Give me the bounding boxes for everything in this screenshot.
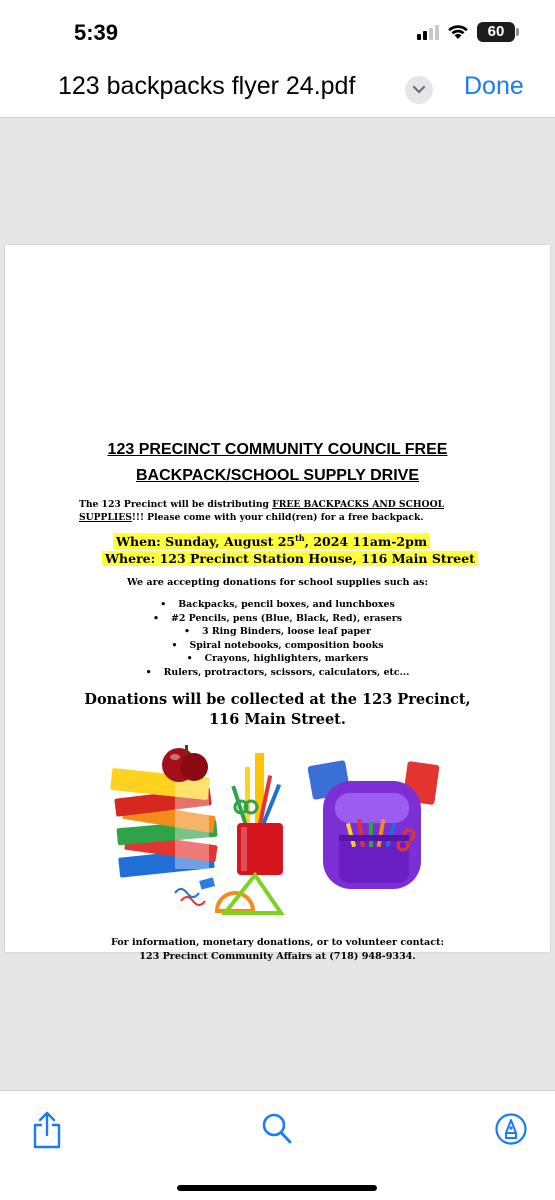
intro-emphasis: FREE BACKPACKS AND SCHOOL SUPPLIES <box>79 499 445 523</box>
accepting-text: We are accepting donations for school supplies such as: <box>127 577 428 588</box>
list-item: • Rulers, protractors, scissors, calculators, etc... <box>5 666 550 680</box>
nav-bar <box>0 64 555 118</box>
search-button[interactable] <box>260 1111 294 1149</box>
list-item: • 3 Ring Binders, loose leaf paper <box>5 625 550 639</box>
supply-list <box>5 598 550 680</box>
school-supplies-illustration <box>105 745 290 920</box>
list-item: • Backpacks, pencil boxes, and lunchboxes <box>5 598 550 612</box>
markup-icon <box>494 1112 528 1146</box>
where-line: Where: 123 Precinct Station House, 116 Main Street <box>102 551 478 566</box>
list-item: • Crayons, highlighters, markers <box>5 652 550 666</box>
battery-level: 60 <box>487 23 505 40</box>
intro-paragraph <box>79 498 479 524</box>
ruler-and-protractor <box>175 875 281 913</box>
flyer-title-line-2: BACKPACK/SCHOOL SUPPLY DRIVE <box>135 467 419 484</box>
home-indicator[interactable] <box>177 1185 377 1191</box>
document-title[interactable]: 123 backpacks flyer 24.pdf <box>58 72 356 100</box>
status-time: 5:39 <box>74 20 119 45</box>
contact-line-1: For information, monetary donations, or to volunteer contact: <box>110 937 445 948</box>
when-label: When: Sunday, August 25 <box>116 534 296 550</box>
pdf-viewer[interactable] <box>0 118 555 1090</box>
wifi-icon <box>447 24 469 40</box>
backpack-illustration <box>305 753 445 893</box>
battery-icon <box>477 22 515 42</box>
markup-button[interactable] <box>494 1111 528 1149</box>
search-icon <box>261 1112 293 1146</box>
list-item: • #2 Pencils, pens (Blue, Black, Red), erasers <box>5 612 550 626</box>
intro-prefix: The 123 Precinct will be distributing <box>79 499 273 510</box>
bottom-toolbar <box>0 1090 555 1200</box>
collected-line-1: Donations will be collected at the 123 Precinct, <box>84 691 471 708</box>
status-icons <box>417 22 515 42</box>
cellular-signal-icon <box>417 24 439 40</box>
list-item: • Spiral notebooks, composition books <box>5 639 550 653</box>
share-button[interactable] <box>30 1111 64 1149</box>
flyer-title-line-1: 123 PRECINCT COMMUNITY COUNCIL FREE <box>107 441 448 458</box>
backpack <box>307 760 439 889</box>
share-icon <box>31 1111 63 1149</box>
when-rest: , 2024 11am-2pm <box>304 534 428 550</box>
when-line <box>113 533 430 549</box>
pencil-cup <box>231 753 283 875</box>
book-stack <box>110 768 218 878</box>
chevron-down-icon[interactable] <box>405 76 433 104</box>
done-button[interactable]: Done <box>464 72 524 100</box>
collected-line-2: 116 Main Street. <box>209 711 346 728</box>
pdf-page <box>5 245 550 962</box>
intro-suffix: !!! Please come with your child(ren) for a free backpack. <box>131 512 424 523</box>
status-bar <box>0 0 555 64</box>
apple <box>162 745 208 782</box>
when-superscript: th <box>295 533 305 543</box>
contact-line-2: 123 Precinct Community Affairs at (718) 948-9334. <box>139 951 416 962</box>
